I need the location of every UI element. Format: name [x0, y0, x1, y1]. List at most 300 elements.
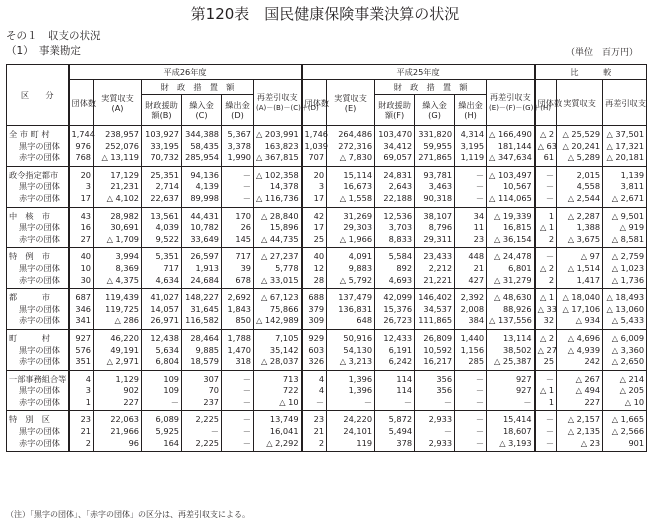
table-cell: 1,440: [455, 329, 487, 344]
table-cell: △ 25,529: [557, 126, 603, 141]
table-cell: 20: [302, 166, 327, 181]
table-cell: 1,139: [603, 166, 647, 181]
table-cell: 18,607: [487, 426, 535, 438]
table-cell: 4,091: [327, 248, 375, 263]
table-cell: 17: [69, 193, 94, 207]
table-cell: 3,703: [375, 222, 415, 234]
row-label: 一部事務組合等: [7, 370, 69, 385]
header-sashihiki-25: 再差引収支 (E)－(F)－(G)＋(H): [487, 80, 535, 126]
table-cell: 2,225: [182, 411, 222, 426]
table-cell: △ 33,015: [254, 275, 302, 289]
table-cell: 576: [69, 345, 94, 357]
table-cell: 58,435: [182, 141, 222, 153]
table-cell: △ 2: [535, 126, 557, 141]
table-cell: 29,311: [415, 234, 455, 248]
table-cell: 16,673: [327, 181, 375, 193]
table-cell: 238,957: [94, 126, 142, 141]
table-cell: △ 36,154: [487, 234, 535, 248]
table-cell: 15,896: [254, 222, 302, 234]
table-cell: 30,691: [94, 222, 142, 234]
table-cell: 49,191: [94, 345, 142, 357]
table-cell: 28: [302, 275, 327, 289]
unit-label: （単位 百万円）: [565, 48, 638, 58]
table-cell: 8,369: [94, 263, 142, 275]
table-row: [7, 126, 647, 141]
table-row: [7, 385, 647, 397]
table-cell: 14,378: [254, 181, 302, 193]
table-cell: △ 63: [535, 141, 557, 153]
table-cell: －: [487, 397, 535, 411]
table-cell: 850: [222, 315, 254, 329]
table-cell: 24,684: [182, 275, 222, 289]
table-cell: －: [455, 438, 487, 452]
table-cell: 976: [69, 141, 94, 153]
table-row: [7, 426, 647, 438]
table-cell: 109: [142, 370, 182, 385]
table-cell: 20: [69, 166, 94, 181]
table-cell: －: [415, 426, 455, 438]
table-cell: △ 28,840: [254, 207, 302, 222]
table-cell: －: [455, 411, 487, 426]
table-cell: 34,537: [415, 304, 455, 316]
settlement-table: [6, 64, 647, 452]
table-cell: 42: [302, 207, 327, 222]
table-cell: 23: [455, 234, 487, 248]
table-cell: △ 1,023: [603, 263, 647, 275]
table-cell: △ 5,289: [557, 152, 603, 166]
table-cell: 59,955: [415, 141, 455, 153]
table-cell: 687: [69, 289, 94, 304]
header-sashihiki-cmp: 再差引収支: [603, 80, 647, 126]
table-cell: 307: [182, 370, 222, 385]
table-cell: －: [327, 397, 375, 411]
table-cell: 901: [603, 438, 647, 452]
table-cell: 5,925: [142, 426, 182, 438]
table-cell: △ 2,135: [557, 426, 603, 438]
table-cell: 1,388: [557, 222, 603, 234]
table-cell: 4: [302, 370, 327, 385]
table-cell: 22,188: [375, 193, 415, 207]
table-cell: △ 114,065: [487, 193, 535, 207]
table-cell: 31,645: [182, 304, 222, 316]
table-cell: 17: [302, 193, 327, 207]
table-cell: 26,971: [142, 315, 182, 329]
table-cell: 6,089: [142, 411, 182, 426]
table-cell: 114: [375, 385, 415, 397]
table-cell: △ 166,490: [487, 126, 535, 141]
table-cell: 3,811: [603, 181, 647, 193]
table-cell: 902: [94, 385, 142, 397]
table-cell: △ 37,501: [603, 126, 647, 141]
table-cell: 351: [69, 356, 94, 370]
table-cell: 39: [222, 263, 254, 275]
table-row: [7, 193, 647, 207]
table-cell: △ 27,237: [254, 248, 302, 263]
table-cell: 1,129: [94, 370, 142, 385]
table-cell: △ 367,815: [254, 152, 302, 166]
table-cell: 768: [69, 152, 94, 166]
table-row: [7, 370, 647, 385]
table-cell: 1,396: [327, 385, 375, 397]
table-cell: 38,502: [487, 345, 535, 357]
table-cell: 713: [254, 370, 302, 385]
table-cell: 137,479: [327, 289, 375, 304]
table-cell: △ 1: [535, 289, 557, 304]
table-cell: 42,099: [375, 289, 415, 304]
table-cell: 5,494: [375, 426, 415, 438]
table-cell: 30: [69, 275, 94, 289]
table-cell: 10,567: [487, 181, 535, 193]
table-row: [7, 207, 647, 222]
table-cell: 24,220: [327, 411, 375, 426]
table-cell: 93,781: [415, 166, 455, 181]
table-cell: 3: [302, 181, 327, 193]
table-row: [7, 248, 647, 263]
table-cell: △ 7,830: [327, 152, 375, 166]
table-cell: 21,966: [94, 426, 142, 438]
table-cell: △ 102,358: [254, 166, 302, 181]
table-cell: 4,139: [182, 181, 222, 193]
table-row: [7, 356, 647, 370]
table-cell: △ 137,556: [487, 315, 535, 329]
table-row: [7, 275, 647, 289]
table-cell: 10,592: [415, 345, 455, 357]
table-cell: 44,431: [182, 207, 222, 222]
table-cell: 4: [302, 385, 327, 397]
table-cell: －: [222, 438, 254, 452]
table-row: [7, 289, 647, 304]
table-cell: △ 67,123: [254, 289, 302, 304]
table-cell: △ 2,292: [254, 438, 302, 452]
table-cell: 88,926: [487, 304, 535, 316]
table-cell: 285,954: [182, 152, 222, 166]
table-cell: 12: [302, 263, 327, 275]
table-cell: 50,916: [327, 329, 375, 344]
table-cell: 242: [557, 356, 603, 370]
table-cell: 2,212: [415, 263, 455, 275]
table-cell: 5,634: [142, 345, 182, 357]
table-cell: 1,843: [222, 304, 254, 316]
table-cell: 9,883: [327, 263, 375, 275]
table-cell: 40: [302, 248, 327, 263]
table-cell: 4: [69, 370, 94, 385]
table-cell: 164: [142, 438, 182, 452]
table-cell: 309: [302, 315, 327, 329]
table-cell: 2,933: [415, 411, 455, 426]
table-cell: 6,801: [487, 263, 535, 275]
table-cell: △ 2,287: [557, 207, 603, 222]
row-label: 町 村: [7, 329, 69, 344]
table-cell: 14,057: [142, 304, 182, 316]
table-cell: 3,378: [222, 141, 254, 153]
table-cell: 892: [375, 263, 415, 275]
row-label: 黒字の団体: [7, 141, 69, 153]
table-cell: 1,990: [222, 152, 254, 166]
table-cell: 271,865: [415, 152, 455, 166]
table-cell: 356: [415, 370, 455, 385]
table-cell: 2,008: [455, 304, 487, 316]
header-year26: 平成26年度: [69, 65, 302, 80]
table-cell: 2,392: [455, 289, 487, 304]
table-cell: 3: [69, 385, 94, 397]
table-cell: 5,367: [222, 126, 254, 141]
table-cell: △ 3,360: [603, 345, 647, 357]
table-cell: △ 25,387: [487, 356, 535, 370]
header-zaisei-f: 財政援助額(F): [375, 95, 415, 126]
table-cell: 40: [69, 248, 94, 263]
header-sashihiki-26: 再差引収支 (A)－(B)－(C)＋(D): [254, 80, 302, 126]
table-cell: 3,463: [415, 181, 455, 193]
header-jisshitsu-26: 実質収支 (A): [94, 80, 142, 126]
header-jisshitsu-cmp: 実質収支: [557, 80, 603, 126]
row-label: 赤字の団体: [7, 193, 69, 207]
table-cell: △ 24,478: [487, 248, 535, 263]
table-cell: 32: [535, 315, 557, 329]
table-cell: △ 13,060: [603, 304, 647, 316]
table-cell: △ 347,634: [487, 152, 535, 166]
table-cell: 2,692: [222, 289, 254, 304]
table-cell: 146,402: [415, 289, 455, 304]
table-cell: △ 286: [94, 315, 142, 329]
table-cell: 5,351: [142, 248, 182, 263]
table-cell: 227: [94, 397, 142, 411]
table-cell: 70,732: [142, 152, 182, 166]
row-label: 全 市 町 村: [7, 126, 69, 141]
table-cell: △ 18,040: [557, 289, 603, 304]
table-cell: －: [535, 166, 557, 181]
table-row: [7, 152, 647, 166]
table-cell: 1: [69, 397, 94, 411]
table-cell: 24,101: [327, 426, 375, 438]
table-cell: －: [222, 181, 254, 193]
table-cell: △ 1,514: [557, 263, 603, 275]
table-cell: 89,998: [182, 193, 222, 207]
table-cell: 119,439: [94, 289, 142, 304]
table-cell: 927: [487, 370, 535, 385]
table-cell: 148,227: [182, 289, 222, 304]
header-kuridashi-d: 繰出金(D): [222, 95, 254, 126]
table-cell: 12,433: [375, 329, 415, 344]
table-row: [7, 263, 647, 275]
table-cell: 8,796: [415, 222, 455, 234]
table-cell: 27: [69, 234, 94, 248]
table-cell: △ 4,696: [557, 329, 603, 344]
table-cell: △ 1,665: [603, 411, 647, 426]
table-cell: 7,105: [254, 329, 302, 344]
table-cell: 448: [455, 248, 487, 263]
table-cell: 26,809: [415, 329, 455, 344]
table-cell: 378: [375, 438, 415, 452]
header-jisshitsu-25: 実質収支 (E): [327, 80, 375, 126]
table-cell: △ 1,558: [327, 193, 375, 207]
table-cell: 94,136: [182, 166, 222, 181]
table-cell: 12,536: [375, 207, 415, 222]
table-cell: 22,637: [142, 193, 182, 207]
table-cell: 1,913: [182, 263, 222, 275]
table-cell: △ 9,501: [603, 207, 647, 222]
table-cell: 119: [327, 438, 375, 452]
table-cell: 21,231: [94, 181, 142, 193]
table-cell: 707: [302, 152, 327, 166]
table-cell: 12,438: [142, 329, 182, 344]
table-cell: △ 267: [557, 370, 603, 385]
table-cell: △ 1,709: [94, 234, 142, 248]
table-row: [7, 315, 647, 329]
table-cell: 9,885: [182, 345, 222, 357]
table-cell: △ 116,736: [254, 193, 302, 207]
table-cell: －: [222, 411, 254, 426]
table-cell: 41,027: [142, 289, 182, 304]
table-cell: 4,693: [375, 275, 415, 289]
table-cell: △ 3,675: [557, 234, 603, 248]
subsection-heading: （1） 事業勘定: [6, 45, 81, 57]
table-cell: △ 2: [535, 329, 557, 344]
table-cell: 111,865: [415, 315, 455, 329]
row-label: 赤字の団体: [7, 315, 69, 329]
row-label: 赤字の団体: [7, 234, 69, 248]
table-cell: －: [375, 397, 415, 411]
table-cell: 2,933: [415, 438, 455, 452]
table-cell: △ 17,321: [603, 141, 647, 153]
table-cell: 722: [254, 385, 302, 397]
table-cell: －: [222, 397, 254, 411]
table-cell: －: [222, 166, 254, 181]
table-cell: 10,782: [182, 222, 222, 234]
table-cell: 34,412: [375, 141, 415, 153]
table-cell: 26,597: [182, 248, 222, 263]
table-cell: 26: [222, 222, 254, 234]
table-cell: △ 20,241: [557, 141, 603, 153]
table-cell: －: [182, 426, 222, 438]
table-cell: 29,303: [327, 222, 375, 234]
table-cell: －: [455, 181, 487, 193]
table-cell: －: [142, 397, 182, 411]
table-cell: 70: [182, 385, 222, 397]
table-cell: △ 33: [535, 304, 557, 316]
table-cell: △ 1,736: [603, 275, 647, 289]
table-cell: △ 10: [603, 397, 647, 411]
table-cell: 1: [535, 207, 557, 222]
table-cell: △ 3,213: [327, 356, 375, 370]
table-cell: 23,433: [415, 248, 455, 263]
table-cell: －: [415, 397, 455, 411]
table-row: [7, 345, 647, 357]
table-cell: 21: [455, 263, 487, 275]
table-cell: △ 103,497: [487, 166, 535, 181]
row-label: 黒字の団体: [7, 263, 69, 275]
table-cell: △ 1: [535, 385, 557, 397]
header-year25: 平成25年度: [302, 65, 535, 80]
table-cell: 717: [142, 263, 182, 275]
table-cell: △ 2,671: [603, 193, 647, 207]
header-dantai-cmp: 団体数: [535, 80, 557, 126]
table-cell: 929: [302, 329, 327, 344]
table-cell: △ 4,939: [557, 345, 603, 357]
table-cell: △ 4,102: [94, 193, 142, 207]
row-label: 赤字の団体: [7, 438, 69, 452]
table-cell: 18,579: [182, 356, 222, 370]
table-cell: 331,820: [415, 126, 455, 141]
page-title: 第120表 国民健康保険事業決算の状況: [190, 5, 460, 23]
table-cell: 2,225: [182, 438, 222, 452]
table-cell: △ 142,989: [254, 315, 302, 329]
table-cell: 252,076: [94, 141, 142, 153]
table-cell: △ 17,106: [557, 304, 603, 316]
table-cell: 145: [222, 234, 254, 248]
table-cell: 54,130: [327, 345, 375, 357]
table-cell: 717: [222, 248, 254, 263]
table-cell: －: [535, 426, 557, 438]
table-cell: 2,714: [142, 181, 182, 193]
table-cell: 2: [535, 234, 557, 248]
table-cell: 1,746: [302, 126, 327, 141]
table-cell: △ 1,966: [327, 234, 375, 248]
table-cell: 5,872: [375, 411, 415, 426]
table-cell: 379: [302, 304, 327, 316]
table-cell: 24,831: [375, 166, 415, 181]
table-cell: △ 3,193: [487, 438, 535, 452]
table-cell: △ 2,971: [94, 356, 142, 370]
table-row: [7, 166, 647, 181]
table-cell: △ 19,339: [487, 207, 535, 222]
table-cell: 13,749: [254, 411, 302, 426]
table-cell: 21: [302, 426, 327, 438]
table-cell: 5,778: [254, 263, 302, 275]
table-cell: 43: [69, 207, 94, 222]
table-cell: －: [455, 385, 487, 397]
table-cell: 8,833: [375, 234, 415, 248]
table-cell: 227: [557, 397, 603, 411]
table-cell: －: [535, 181, 557, 193]
table-row: [7, 329, 647, 344]
header-zaisei-26: 財 政 措 置 額: [142, 80, 254, 95]
table-cell: 114: [375, 370, 415, 385]
table-cell: 96: [94, 438, 142, 452]
table-cell: 170: [222, 207, 254, 222]
table-cell: 16,217: [415, 356, 455, 370]
table-cell: 21: [69, 426, 94, 438]
table-cell: △ 494: [557, 385, 603, 397]
table-cell: 927: [69, 329, 94, 344]
table-cell: 1,744: [69, 126, 94, 141]
table-cell: 4,634: [142, 275, 182, 289]
table-cell: △ 5,433: [603, 315, 647, 329]
table-cell: 15,414: [487, 411, 535, 426]
table-cell: 11: [455, 222, 487, 234]
table-cell: 119,725: [94, 304, 142, 316]
table-cell: 9,522: [142, 234, 182, 248]
table-cell: －: [455, 397, 487, 411]
table-cell: 103,927: [142, 126, 182, 141]
table-cell: 384: [455, 315, 487, 329]
table-cell: △ 5,792: [327, 275, 375, 289]
table-cell: △ 4,375: [94, 275, 142, 289]
header-dantai-25: 団体数: [302, 80, 327, 126]
table-cell: △ 2,566: [603, 426, 647, 438]
table-cell: △ 919: [603, 222, 647, 234]
table-cell: △ 18,493: [603, 289, 647, 304]
table-cell: 13,561: [142, 207, 182, 222]
table-cell: △ 2,544: [557, 193, 603, 207]
table-cell: 31,269: [327, 207, 375, 222]
table-cell: 6,191: [375, 345, 415, 357]
row-label: 特 別 区: [7, 411, 69, 426]
table-cell: △ 44,735: [254, 234, 302, 248]
table-cell: －: [222, 193, 254, 207]
section-heading: その１ 収支の状況: [6, 30, 101, 42]
table-cell: 688: [302, 289, 327, 304]
table-row: [7, 397, 647, 411]
